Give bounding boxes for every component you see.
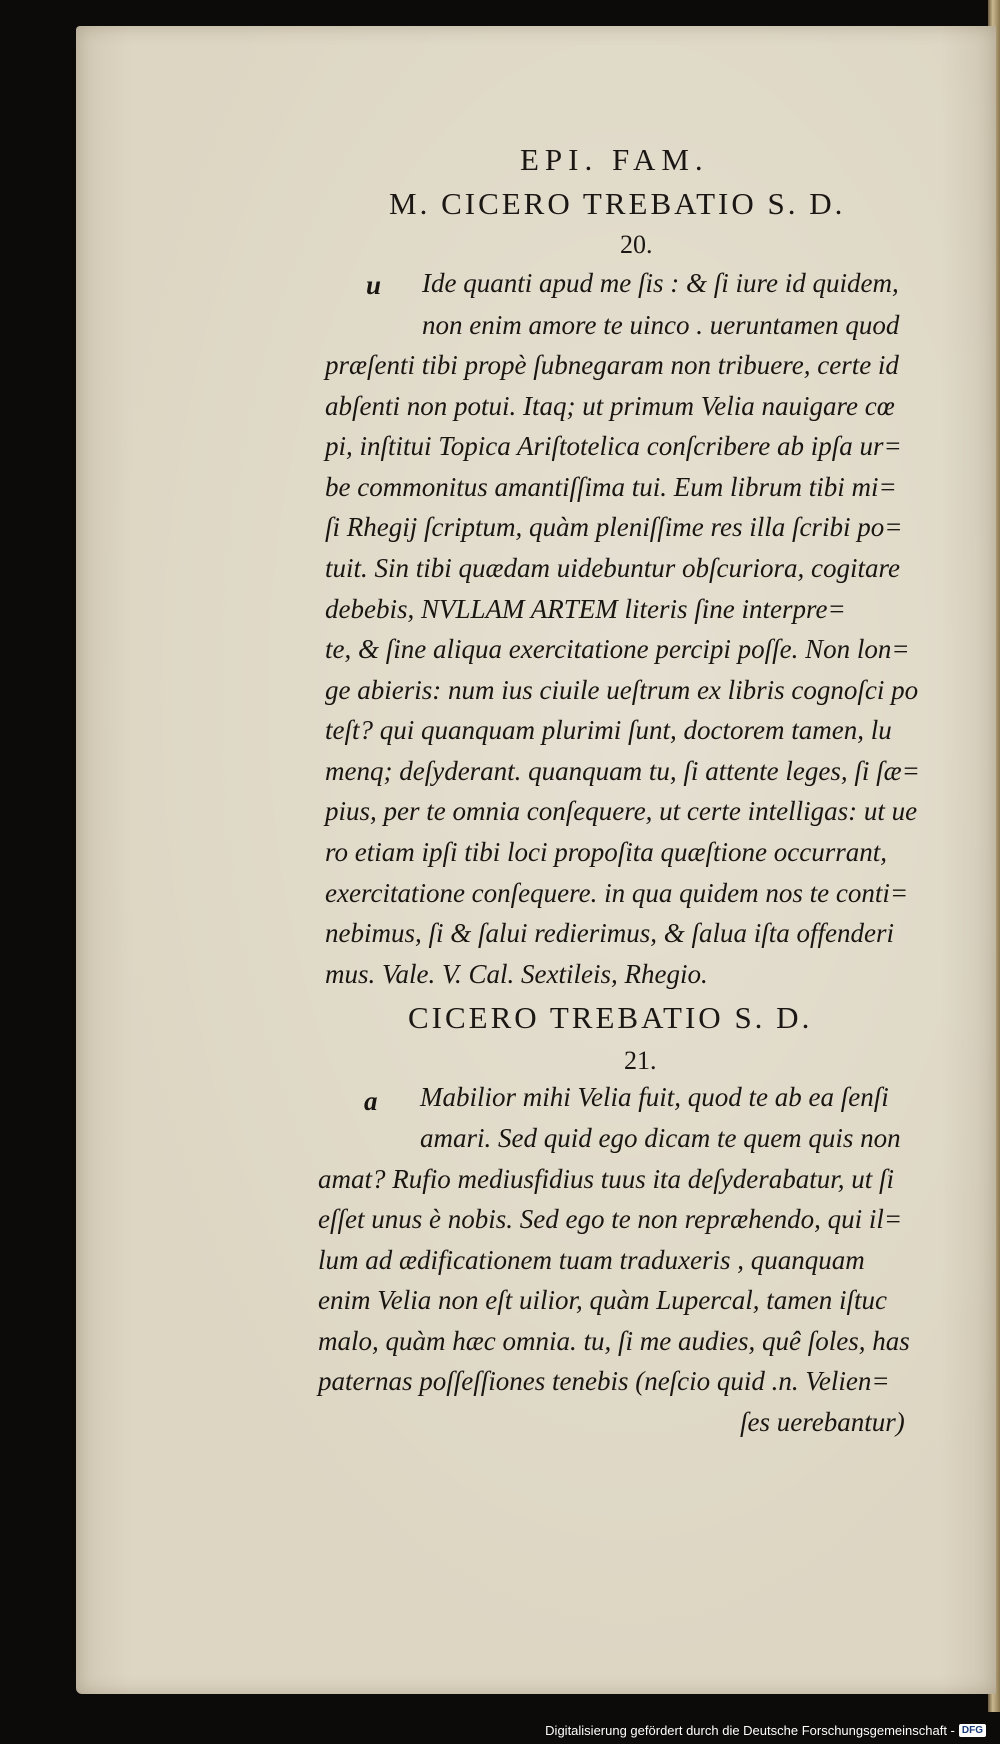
text-line: paternas poſſeſſiones tenebis (neſcio quid .n. Velien=	[318, 1366, 890, 1396]
text-line: amat? Rufio mediusfidius tuus ita deſyderabatur, ut ſi	[318, 1164, 894, 1194]
letter-number-21: 21.	[624, 1046, 657, 1075]
running-head: EPI. FAM.	[520, 142, 709, 177]
text-line: pius, per te omnia conſequere, ut certe intelligas: ut ue	[325, 796, 918, 826]
text-line: Mabilior mihi Velia fuit, quod te ab ea ſenſi	[420, 1082, 889, 1112]
text-line: ge abieris: num ius ciuile ueſtrum ex libris cognoſci po	[325, 675, 919, 705]
letter-heading-20: M. CICERO TREBATIO S. D.	[389, 186, 846, 221]
letter-initial-21: a	[364, 1086, 378, 1116]
text-line: mus. Vale. V. Cal. Sextileis, Rhegio.	[325, 959, 708, 989]
text-line: exercitatione conſequere. in qua quidem nos te conti=	[325, 878, 909, 908]
text-line: Ide quanti apud me ſis : & ſi iure id quidem,	[422, 268, 899, 298]
text-line: be commonitus amantiſſima tui. Eum librum tibi mi=	[325, 472, 897, 502]
text-line: malo, quàm hæc omnia. tu, ſi me audies, quê ſoles, has	[318, 1326, 910, 1356]
credit-text: Digitalisierung gefördert durch die Deutsche Forschungsgemeinschaft -	[545, 1723, 955, 1738]
text-line: enim Velia non eſt uilior, quàm Lupercal, tamen iſtuc	[318, 1285, 887, 1315]
digitization-credit	[545, 1723, 986, 1738]
text-line: lum ad ædificationem tuam traduxeris , quanquam	[318, 1245, 865, 1275]
text-line: pi, inſtitui Topica Ariſtotelica conſcribere ab ipſa ur=	[325, 431, 902, 461]
text-line: præſenti tibi propè ſubnegaram non tribuere, certe id	[325, 350, 899, 380]
text-line: abſenti non potui. Itaq; ut primum Velia nauigare cœ	[325, 391, 895, 421]
text-line: ſi Rhegij ſcriptum, quàm pleniſſime res illa ſcribi po=	[325, 512, 903, 542]
text-line: teſt? qui quanquam plurimi ſunt, doctorem tamen, lu	[325, 715, 892, 745]
text-line: tuit. Sin tibi quædam uidebuntur obſcuriora, cogitare	[325, 553, 900, 583]
text-line: te, & ſine aliqua exercitatione percipi poſſe. Non lon=	[325, 634, 910, 664]
text-line: eſſet unus è nobis. Sed ego te non repræhendo, qui il=	[318, 1204, 903, 1234]
text-line: ſes uerebantur)	[740, 1407, 905, 1437]
text-line: ro etiam ipſi tibi loci propoſita quæſtione occurrant,	[325, 837, 887, 867]
text-line: non enim amore te uinco . ueruntamen quod	[422, 310, 900, 340]
text-line: menq; deſyderant. quanquam tu, ſi attente leges, ſi ſæ=	[325, 756, 920, 786]
text-line: amari. Sed quid ego dicam te quem quis non	[420, 1123, 901, 1153]
letter-heading-21: CICERO TREBATIO S. D.	[408, 1000, 813, 1035]
text-line: debebis, NVLLAM ARTEM literis ſine interpre=	[325, 594, 846, 624]
text-line: nebimus, ſi & ſalui redierimus, & ſalua iſta offenderi	[325, 918, 894, 948]
letter-initial-20: u	[366, 270, 382, 300]
dfg-logo: DFG	[959, 1724, 986, 1737]
letter-number-20: 20.	[620, 230, 653, 259]
